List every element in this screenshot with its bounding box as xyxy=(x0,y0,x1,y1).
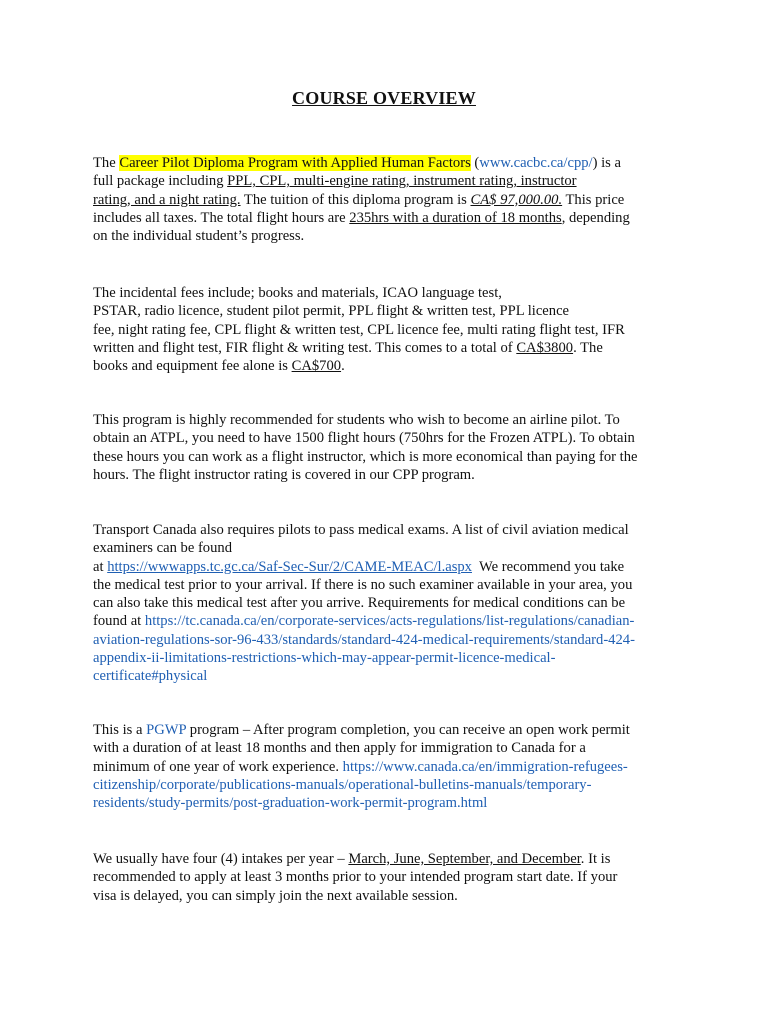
pgwp-link[interactable]: PGWP xyxy=(146,722,187,738)
text-line: the medical test prior to your arrival. If there is no such examiner available in your area, you xyxy=(93,576,633,593)
work-permit-link[interactable]: residents/study-permits/post-graduation-work-permit-program.html xyxy=(93,795,488,812)
text-line: visa is delayed, you can simply join the next available session. xyxy=(93,887,458,904)
incidental-total: CA$3800 xyxy=(516,339,574,356)
text-line: hours. The flight instructor rating is covered in our CPP program. xyxy=(93,466,475,483)
text-line: found at https://tc.canada.ca/en/corporate-services/acts-regulations/list-regulations/canadian- xyxy=(93,613,635,630)
text-line: full package including PPL, CPL, multi-engine rating, instrument rating, instructor xyxy=(93,173,577,190)
medical-requirements-link[interactable]: certificate#physical xyxy=(93,668,208,685)
text-line: Transport Canada also requires pilots to pass medical exams. A list of civil aviation medical xyxy=(93,522,629,538)
text-line: The Career Pilot Diploma Program with Applied Human Factors (www.cacbc.ca/cpp/) is a xyxy=(93,155,621,171)
pgwp-paragraph xyxy=(93,721,683,812)
page-title: COURSE OVERVIEW xyxy=(292,88,476,108)
books-fee: CA$700 xyxy=(291,358,342,375)
tuition-amount: CA$ 97,000.00. xyxy=(470,191,563,208)
intake-months: March, June, September, and December xyxy=(348,851,581,867)
cpp-link[interactable]: www.cacbc.ca/cpp/ xyxy=(479,155,593,171)
text-line: obtain an ATPL, you need to have 1500 flight hours (750hrs for the Frozen ATPL). To obtain xyxy=(93,430,635,447)
text-line: with a duration of at least 18 months and then apply for immigration to Canada for a xyxy=(93,740,586,757)
text-line: This is a PGWP program – After program completion, you can receive an open work permit xyxy=(93,722,630,738)
recommendation-paragraph xyxy=(93,411,683,484)
came-meac-link[interactable]: https://wwwapps.tc.gc.ca/Saf-Sec-Sur/2/CAME-MEAC/l.aspx xyxy=(107,558,472,575)
text-line: includes all taxes. The total flight hours are 235hrs with a duration of 18 months, depending xyxy=(93,209,630,226)
flight-hours-duration: 235hrs with a duration of 18 months xyxy=(349,209,562,226)
text-line: at https://wwwapps.tc.gc.ca/Saf-Sec-Sur/2/CAME-MEAC/l.aspx We recommend you take xyxy=(93,558,625,575)
work-permit-link[interactable]: citizenship/corporate/publications-manuals/operational-bulletins-manuals/temporary- xyxy=(93,776,592,793)
text-line: written and flight test, FIR flight & writing test. This comes to a total of CA$3800. The xyxy=(93,339,603,356)
text-line: recommended to apply at least 3 months prior to your intended program start date. If your xyxy=(93,869,618,886)
program-intro-paragraph xyxy=(93,154,683,245)
text-line: fee, night rating fee, CPL flight & written test, CPL licence fee, multi rating flight test, IFR xyxy=(93,321,625,338)
text-line: rating, and a night rating. The tuition of this diploma program is CA$ 97,000.00. This price xyxy=(93,191,625,208)
medical-requirements-link[interactable]: appendix-ii-limitations-restrictions-which-may-appear-permit-licence-medical- xyxy=(93,650,556,667)
text-line: This program is highly recommended for students who wish to become an airline pilot. To xyxy=(93,412,620,428)
text-line: on the individual student’s progress. xyxy=(93,228,305,245)
text-line: PSTAR, radio licence, student pilot permit, PPL flight & written test, PPL licence xyxy=(93,303,570,320)
text-line: The incidental fees include; books and materials, ICAO language test, xyxy=(93,285,502,301)
text-line: can also take this medical test after you arrive. Requirements for medical conditions can be xyxy=(93,595,626,612)
text-line: We usually have four (4) intakes per year – March, June, September, and December. It is xyxy=(93,851,611,867)
text-line: books and equipment fee alone is CA$700. xyxy=(93,358,345,375)
text-line: examiners can be found xyxy=(93,540,232,557)
incidental-fees-paragraph xyxy=(93,284,683,375)
highlighted-program-name: Career Pilot Diploma Program with Applied Human Factors xyxy=(119,155,471,171)
text-line: minimum of one year of work experience. https://www.canada.ca/en/immigration-refugees- xyxy=(93,758,628,775)
text-line: these hours you can work as a flight instructor, which is more economical than paying for the xyxy=(93,448,638,465)
medical-requirements-link[interactable]: https://tc.canada.ca/en/corporate-services/acts-regulations/list-regulations/canadian- xyxy=(144,613,635,630)
work-permit-link[interactable]: https://www.canada.ca/en/immigration-refugees- xyxy=(342,758,628,775)
medical-requirements-link[interactable]: aviation-regulations-sor-96-433/standards/standard-424-medical-requirements/standard-424- xyxy=(93,631,635,648)
medical-exam-paragraph xyxy=(93,521,683,686)
intakes-paragraph xyxy=(93,850,683,905)
